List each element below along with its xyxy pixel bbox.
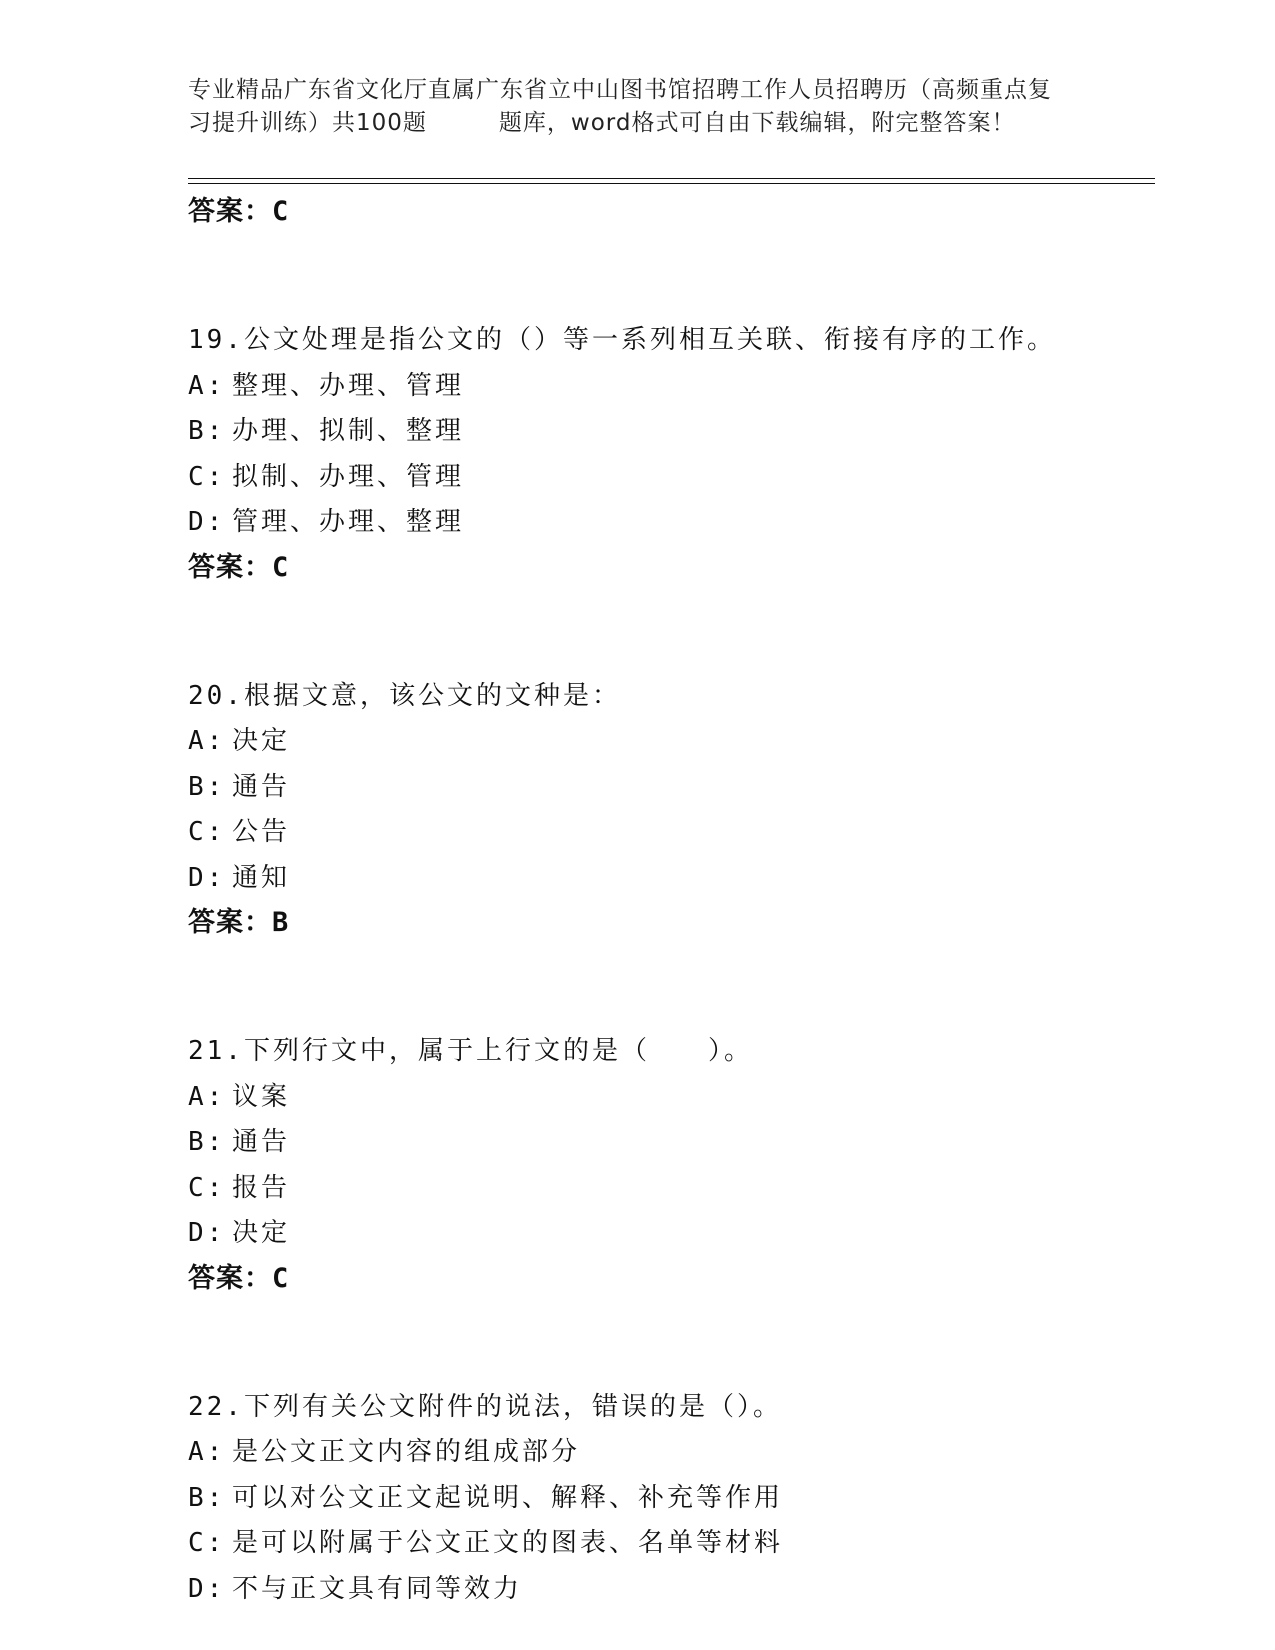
option-key: B: [188,1127,226,1157]
option-text: 可以对公文正文起说明、解释、补充等作用 [232,1482,784,1513]
question-21 [188,1029,1148,1303]
option-key: C: [188,1528,226,1558]
option-key: D: [188,507,226,537]
option-c [188,1521,1148,1567]
option-key: B: [188,771,226,802]
answer-line [188,190,1148,236]
question-20 [188,674,1148,948]
option-text: 公告 [232,817,291,847]
option-b [188,1120,1148,1166]
option-a [188,719,1148,765]
option-key: A: [188,370,226,401]
question-text: 22.下列有关公文附件的说法，错误的是（）。 [188,1391,782,1422]
option-text: 管理、办理、整理 [232,507,465,537]
header-divider-top [188,178,1155,179]
answer-label: 答案： [188,551,272,583]
answer-label: 答案： [188,196,272,227]
option-a [188,1430,1148,1476]
page-content [188,190,1148,1612]
option-a [188,1075,1148,1121]
option-c [188,455,1148,501]
option-a [188,364,1148,410]
option-text: 通告 [232,771,291,802]
answer-line [188,1257,1148,1303]
option-text: 是可以附属于公文正文的图表、名单等材料 [232,1528,784,1558]
option-text: 议案 [232,1081,291,1112]
option-text: 决定 [232,726,291,756]
option-text: 办理、拟制、整理 [232,416,465,446]
option-text: 通告 [232,1127,291,1157]
option-text: 通知 [232,862,291,893]
option-d [188,856,1148,902]
option-key: C: [188,817,226,847]
answer-label: 答案： [188,1262,272,1294]
option-key: D: [188,1573,226,1604]
header-line-2-right: 题库，word格式可自由下载编辑，附完整答案！ [498,110,1016,136]
option-c [188,1166,1148,1212]
option-key: A: [188,726,226,756]
answer-label: 答案： [188,907,272,938]
option-text: 决定 [232,1218,291,1248]
option-text: 拟制、办理、管理 [232,461,465,492]
question-text: 21.下列行文中，属于上行文的是（ ）。 [188,1036,753,1066]
answer-value: C [272,551,290,583]
option-b [188,1476,1148,1522]
option-key: C: [188,461,226,492]
option-key: B: [188,1482,226,1513]
option-key: C: [188,1172,226,1203]
answer-value: C [272,196,290,227]
option-c [188,810,1148,856]
option-key: A: [188,1437,226,1467]
header-line-2 [188,107,1088,140]
question-text: 20.根据文意，该公文的文种是： [188,680,621,711]
option-b [188,765,1148,811]
option-key: D: [188,1218,226,1248]
question-22 [188,1385,1148,1613]
header-line-1: 专业精品广东省文化厅直属广东省立中山图书馆招聘工作人员招聘历（高频重点复 [188,77,1052,103]
option-d [188,1567,1148,1613]
option-d [188,1211,1148,1257]
answer-value: B [272,907,290,938]
answer-line [188,546,1148,592]
option-text: 报告 [232,1172,291,1203]
question-19 [188,318,1148,592]
header-divider-bottom [188,183,1155,184]
answer-line [188,901,1148,947]
option-key: B: [188,416,226,446]
option-d [188,500,1148,546]
option-key: D: [188,862,226,893]
option-text: 整理、办理、管理 [232,370,465,401]
page-header [188,74,1088,140]
option-text: 是公文正文内容的组成部分 [232,1437,581,1467]
question-text: 19.公文处理是指公文的（）等一系列相互关联、衔接有序的工作。 [188,325,1056,355]
option-b [188,409,1148,455]
option-text: 不与正文具有同等效力 [232,1573,523,1604]
answer-value: C [272,1262,290,1294]
option-key: A: [188,1081,226,1112]
header-line-2-left: 习提升训练）共100题 [188,110,427,136]
